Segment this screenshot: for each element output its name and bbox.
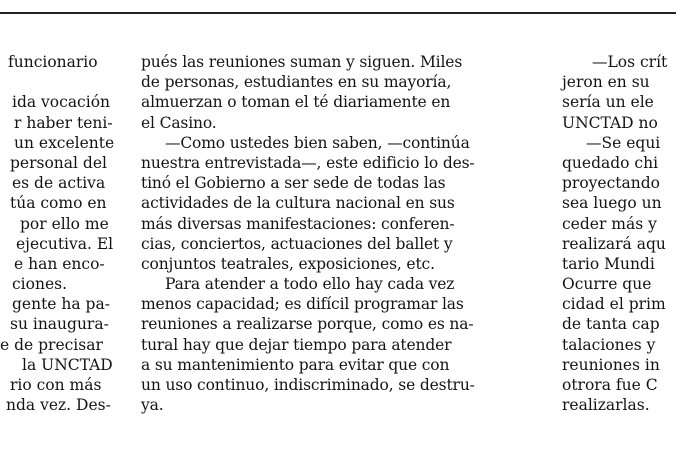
text-line: tinó el Gobierno a ser sede de todas las — [141, 174, 446, 193]
text-line: cias, conciertos, actuaciones del ballet y — [141, 234, 453, 253]
text-line: r haber teni- — [14, 113, 113, 132]
text-line: su inaugura- — [10, 315, 109, 334]
text-line: conjuntos teatrales, exposiciones, etc. — [141, 254, 435, 273]
text-line: menos capacidad; es difícil programar las — [141, 295, 464, 314]
text-line: tario Mundi — [562, 254, 655, 273]
text-line: de tanta cap — [562, 315, 660, 334]
text-line: reuniones in — [562, 355, 660, 374]
text-line: gente ha pa- — [12, 295, 110, 314]
text-line: por ello me — [20, 214, 109, 233]
text-line: a su mantenimiento para evitar que con — [141, 355, 450, 374]
text-line: talaciones y — [562, 335, 656, 354]
text-line: jeron en su — [562, 73, 650, 92]
text-line: Para atender a todo ello hay cada vez — [165, 275, 455, 294]
text-line: más diversas manifestaciones: conferen- — [141, 214, 455, 233]
text-line: proyectando — [562, 174, 660, 193]
text-line: ya. — [141, 396, 164, 415]
right-column — [562, 52, 676, 415]
text-line: de personas, estudiantes en su mayoría, — [141, 73, 452, 92]
top-rule — [0, 12, 676, 14]
text-line: actividades de la cultura nacional en sus — [141, 194, 455, 213]
text-line: un uso continuo, indiscriminado, se destru- — [141, 376, 475, 394]
text-line: rio con más — [10, 376, 102, 394]
left-column — [0, 52, 125, 415]
text-line: ida vocación — [12, 93, 111, 112]
text-line: nda vez. Des- — [6, 396, 111, 415]
text-line: sería un ele — [562, 93, 654, 112]
text-line: ciones. — [12, 275, 68, 294]
text-line — [0, 72, 125, 92]
text-line: quedado chi — [562, 153, 659, 172]
text-line: ceder más y — [562, 214, 657, 233]
text-line: e de precisar — [0, 335, 103, 354]
text-line: realizarlas. — [562, 396, 650, 415]
text-line: UNCTAD no — [562, 113, 658, 132]
text-line: cidad el prim — [562, 295, 666, 314]
text-line: la UNCTAD — [22, 355, 113, 374]
text-line: personal del — [10, 153, 107, 172]
middle-column — [141, 52, 526, 415]
text-line: reuniones a realizarse porque, como es na- — [141, 315, 474, 334]
text-line: sea luego un — [562, 194, 662, 213]
text-line: ejecutiva. El — [16, 234, 114, 253]
text-line: almuerzan o toman el té diariamente en — [141, 93, 451, 112]
text-line: realizará aqu — [562, 234, 666, 253]
text-line: nuestra entrevistada—, este edificio lo des- — [141, 153, 475, 172]
text-line: otrora fue C — [562, 376, 658, 394]
text-line: e han enco- — [14, 254, 105, 273]
text-line: tural hay que dejar tiempo para atender — [141, 335, 452, 354]
text-line: funcionario — [8, 53, 98, 71]
text-line: —Los crít — [592, 53, 668, 71]
text-line: —Como ustedes bien saben, —continúa — [165, 133, 470, 152]
text-line: un excelente — [14, 133, 115, 152]
text-line: es de activa — [12, 174, 106, 193]
text-line: el Casino. — [141, 113, 217, 132]
text-line: —Se equi — [586, 133, 661, 152]
text-line: Ocurre que — [562, 275, 652, 294]
text-line: túa como en — [10, 194, 107, 213]
text-line: pués las reuniones suman y siguen. Miles — [141, 53, 463, 71]
